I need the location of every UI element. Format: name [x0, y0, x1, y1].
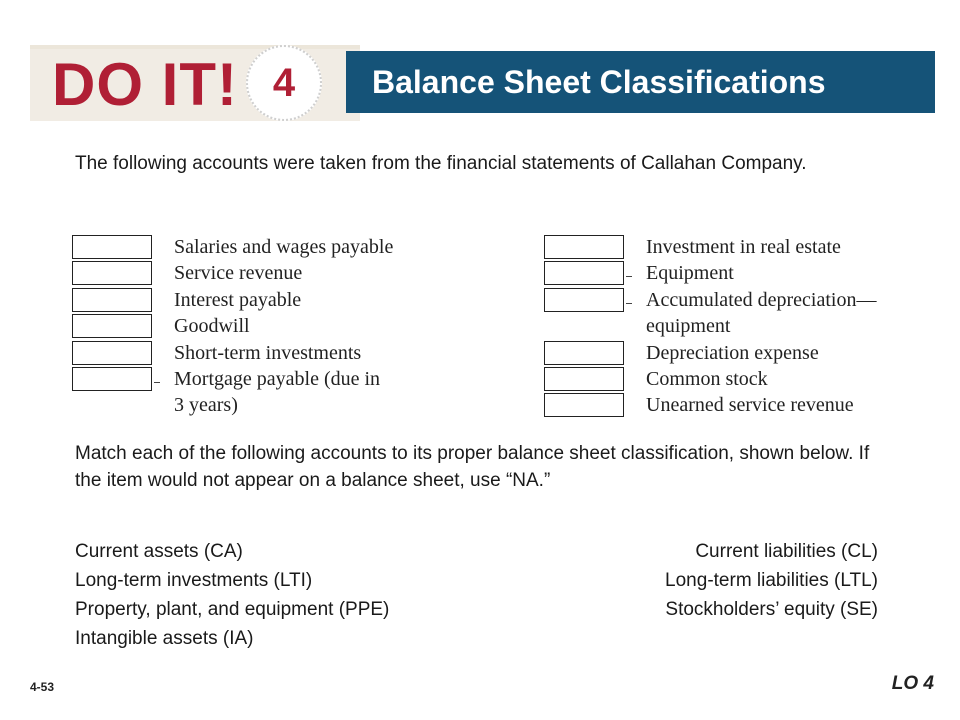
- account-label: Equipment: [646, 262, 734, 285]
- classification-item: Intangible assets (IA): [75, 628, 254, 649]
- classification-item: Current assets (CA): [75, 541, 243, 562]
- leader-tick: [626, 303, 632, 304]
- answer-box[interactable]: [544, 288, 624, 312]
- account-row: [544, 260, 944, 286]
- answer-box[interactable]: [544, 235, 624, 259]
- account-row: [72, 287, 492, 313]
- do-it-heading: DO IT!: [52, 51, 238, 118]
- classification-item: Current liabilities (CL): [695, 541, 878, 562]
- answer-box[interactable]: [72, 341, 152, 365]
- account-label: Service revenue: [174, 262, 303, 285]
- account-row: [544, 287, 944, 340]
- classification-item: Long-term liabilities (LTL): [665, 570, 878, 591]
- slide-title: Balance Sheet Classifications: [372, 64, 826, 100]
- account-row: [544, 366, 944, 392]
- answer-box[interactable]: [72, 314, 152, 338]
- instructions-text: Match each of the following accounts to its proper balance sheet classification, shown below. If the item would not appear on a balance sheet, use “NA.”: [75, 443, 870, 491]
- account-list-right: [544, 234, 944, 419]
- account-label: Goodwill: [174, 315, 250, 338]
- account-row: [544, 340, 944, 366]
- classification-item: Stockholders’ equity (SE): [665, 599, 878, 620]
- account-row: [72, 340, 492, 366]
- account-label: Common stock: [646, 367, 768, 390]
- account-list-left: [72, 234, 492, 419]
- account-label: Salaries and wages payable: [174, 236, 394, 258]
- answer-box[interactable]: [544, 261, 624, 285]
- title-banner: [346, 51, 935, 113]
- classification-list-left: [75, 537, 389, 653]
- account-row: [72, 260, 492, 286]
- account-label: Accumulated depreciation— equipment: [646, 288, 877, 338]
- answer-box[interactable]: [544, 341, 624, 365]
- learning-objective: LO 4: [891, 673, 934, 694]
- account-label: Unearned service revenue: [646, 394, 854, 417]
- classification-list-right: [665, 537, 878, 624]
- account-label: Interest payable: [174, 288, 302, 311]
- intro-text: The following accounts were taken from the financial statements of Callahan Company.: [75, 153, 807, 174]
- account-row: [72, 234, 492, 260]
- account-row: [544, 234, 944, 260]
- answer-box[interactable]: [72, 261, 152, 285]
- slide-number: 4-53: [30, 680, 55, 694]
- answer-box[interactable]: [72, 288, 152, 312]
- account-label: Depreciation expense: [646, 341, 819, 364]
- leader-tick: [154, 382, 160, 383]
- classification-item: Property, plant, and equipment (PPE): [75, 599, 390, 620]
- exercise-number: 4: [272, 61, 296, 105]
- answer-box[interactable]: [544, 367, 624, 391]
- account-row: [544, 392, 944, 418]
- answer-box[interactable]: [72, 367, 152, 391]
- account-label: Short-term investments: [174, 341, 362, 364]
- account-label: Investment in real estate: [646, 236, 841, 258]
- account-label: Mortgage payable (due in 3 years): [174, 367, 381, 417]
- answer-box[interactable]: [544, 393, 624, 417]
- leader-tick: [626, 276, 632, 277]
- account-row: [72, 366, 492, 419]
- classification-item: Long-term investments (LTI): [75, 570, 313, 591]
- exercise-number-badge: [246, 45, 322, 121]
- answer-box[interactable]: [72, 235, 152, 259]
- account-row: [72, 313, 492, 339]
